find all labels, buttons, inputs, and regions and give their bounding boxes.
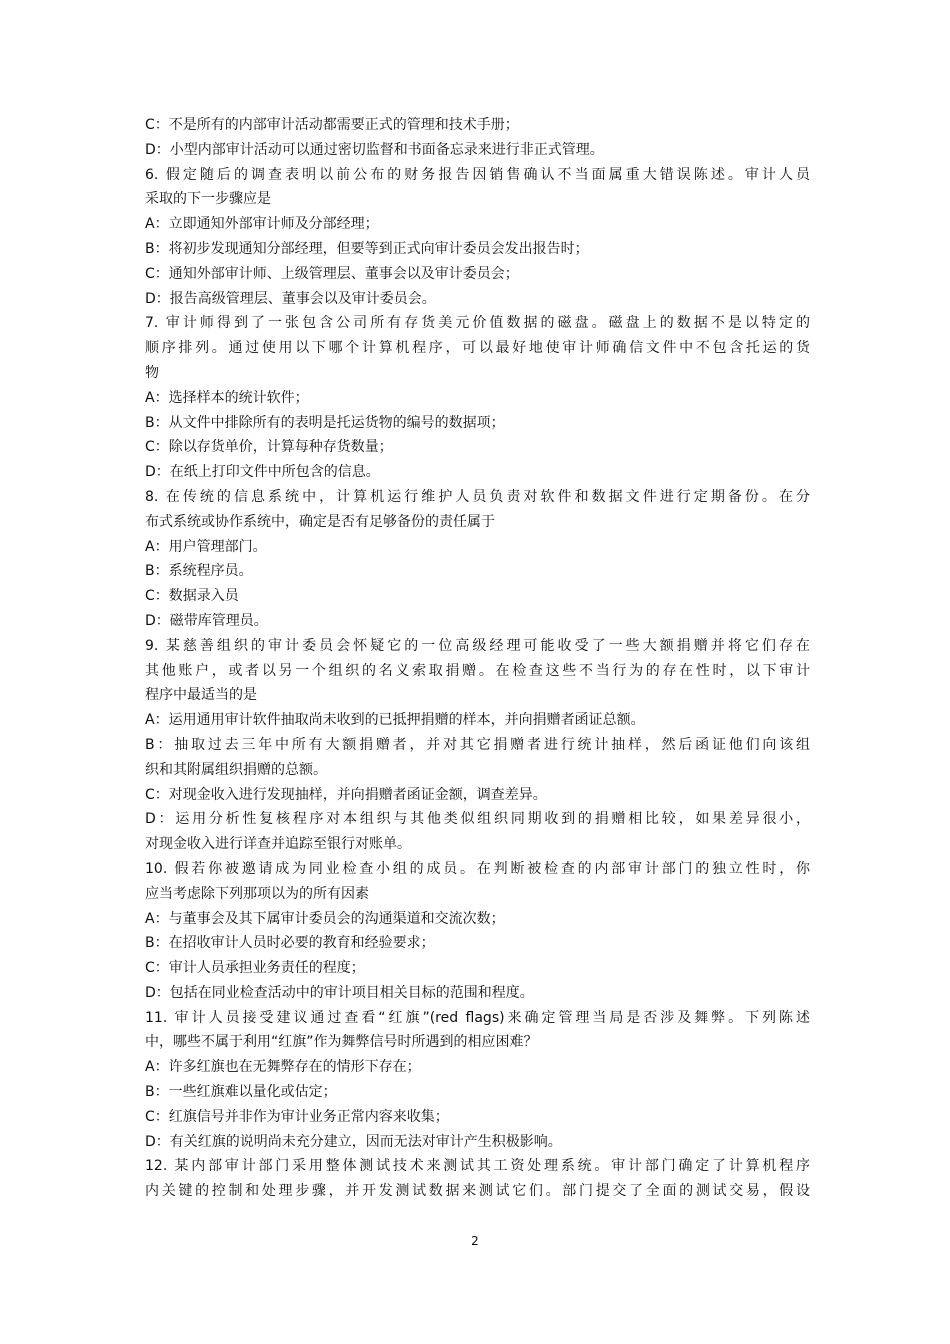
text-line: 物 <box>145 364 159 381</box>
text-line: A：与董事会及其下属审计委员会的沟通渠道和交流次数； <box>145 910 505 927</box>
text-line: 7. 审计师得到了一张包含公司所有存货美元价值数据的磁盘。磁盘上的数据不是以特定的 <box>145 315 810 332</box>
text-line: 12. 某内部审计部门采用整体测试技术来测试其工资处理系统。审计部门确定了计算机程序 <box>145 1158 810 1175</box>
text-line: D：报告高级管理层、董事会以及审计委员会。 <box>145 290 436 307</box>
text-line: D：包括在同业检查活动中的审计项目相关目标的范围和程度。 <box>145 984 534 1001</box>
text-line: C：通知外部审计师、上级管理层、董事会以及审计委员会； <box>145 265 519 282</box>
text-line: 内关键的控制和处理步骤，并开发测试数据来测试它们。部门提交了全面的测试交易，假设 <box>145 1183 810 1200</box>
text-line: A：用户管理部门。 <box>145 538 267 555</box>
text-line: B：系统程序员。 <box>145 563 253 580</box>
text-line: A：选择样本的统计软件； <box>145 389 309 406</box>
text-line: D：在纸上打印文件中所包含的信息。 <box>145 464 380 481</box>
text-line: 10. 假若你被邀请成为同业检查小组的成员。在判断被检查的内部审计部门的独立性时，你 <box>145 860 810 877</box>
text-line: 其他账户，或者以另一个组织的名义索取捐赠。在检查这些不当行为的存在性时，以下审计 <box>145 662 810 679</box>
page-number: 2 <box>471 1234 479 1248</box>
text-line: D：磁带库管理员。 <box>145 612 268 629</box>
text-line: C：数据录入员 <box>145 588 239 605</box>
text-line: 6. 假定随后的调查表明以前公布的财务报告因销售确认不当面属重大错误陈述。审计人员 <box>145 166 810 183</box>
text-line: C：对现金收入进行发现抽样，并向捐赠者函证金额，调查差异。 <box>145 786 547 803</box>
text-line: 9. 某慈善组织的审计委员会怀疑它的一位高级经理可能收受了一些大额捐赠并将它们存在 <box>145 637 810 654</box>
text-line: C：不是所有的内部审计活动都需要正式的管理和技术手册； <box>145 117 519 133</box>
text-line: D：小型内部审计活动可以通过密切监督和书面备忘录来进行非正式管理。 <box>145 141 604 158</box>
text-line: 程序中最适当的是 <box>145 687 257 704</box>
text-line: 8. 在传统的信息系统中，计算机运行维护人员负责对软件和数据文件进行定期备份。在分 <box>145 488 810 505</box>
text-line: 顺序排列。通过使用以下哪个计算机程序，可以最好地使审计师确信文件中不包含托运的货 <box>145 340 810 357</box>
text-line: C：红旗信号并非作为审计业务正常内容来收集； <box>145 1108 449 1125</box>
text-line: B：将初步发现通知分部经理，但要等到正式向审计委员会发出报告时； <box>145 240 589 257</box>
text-line: 采取的下一步骤应是 <box>145 191 271 208</box>
text-line: C：除以存货单价，计算每种存货数量； <box>145 439 393 456</box>
document-body <box>145 113 810 1204</box>
text-line: 11. 审计人员接受建议通过查看“红旗”(red flags)来确定管理当局是否涉及舞弊。下列陈述 <box>145 1009 810 1026</box>
text-line: B：从文件中排除所有的表明是托运货物的编号的数据项； <box>145 414 505 431</box>
text-line: C：审计人员承担业务责任的程度； <box>145 960 365 977</box>
text-line: 织和其附属组织捐赠的总额。 <box>145 761 327 778</box>
text-line: D：运用分析性复核程序对本组织与其他类似组织同期收到的捐赠相比较，如果差异很小， <box>145 811 810 828</box>
text-line: B：在招收审计人员时必要的教育和经验要求； <box>145 935 435 952</box>
text-line: B：抽取过去三年中所有大额捐赠者，并对其它捐赠者进行统计抽样，然后函证他们向该组 <box>145 736 810 753</box>
text-line: B：一些红旗难以量化或估定； <box>145 1084 337 1101</box>
text-line: 对现金收入进行详查并追踪至银行对账单。 <box>145 836 411 853</box>
text-line: 布式系统或协作系统中，确定是否有足够备份的责任属于 <box>145 513 495 530</box>
text-line: 应当考虑除下列那项以为的所有因素 <box>145 885 369 902</box>
text-line: D：有关红旗的说明尚未充分建立，因而无法对审计产生积极影响。 <box>145 1133 562 1150</box>
text-line: A：运用通用审计软件抽取尚未收到的已抵押捐赠的样本，并向捐赠者函证总额。 <box>145 712 645 729</box>
text-line: A：许多红旗也在无舞弊存在的情形下存在； <box>145 1059 421 1076</box>
text-line: 中，哪些不属于利用“红旗”作为舞弊信号时所遇到的相应困难？ <box>145 1034 538 1051</box>
text-line: A：立即通知外部审计师及分部经理； <box>145 216 379 233</box>
